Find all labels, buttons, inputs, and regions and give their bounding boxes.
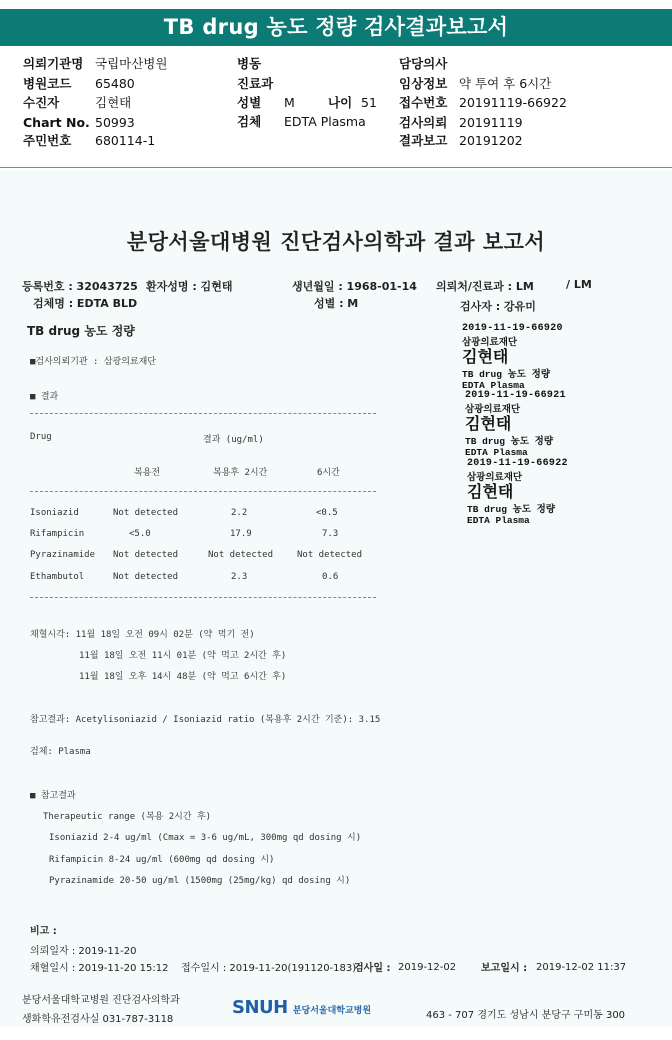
label-institution: 삼광의료재단 — [465, 404, 521, 415]
specimen-name: 검체명 : EDTA BLD — [33, 297, 138, 310]
header-value: 김현태 — [95, 95, 132, 110]
header-label: 검체 — [237, 114, 262, 129]
divider — [30, 597, 376, 598]
header-label: 병원코드 — [23, 76, 72, 91]
remarks: 비고 : — [30, 926, 57, 937]
logo-subtext: 분당서울대학교병원 — [292, 1006, 372, 1016]
test-name: TB drug 농도 정량 — [27, 324, 135, 338]
label-institution: 삼광의료재단 — [462, 337, 518, 348]
collect-date: 채혈일시 : 2019-11-20 15:12 — [30, 963, 169, 974]
label-patient-name: 김현태 — [467, 482, 514, 501]
footer-dept: 분당서울대학교병원 진단검사의학과 — [22, 995, 180, 1006]
header-value: 20191119 — [459, 115, 523, 130]
header-row-patient — [23, 95, 132, 111]
label-test: TB drug 농도 정량 — [467, 504, 556, 515]
header-label: 접수번호 — [399, 95, 448, 110]
header-row-specimen — [237, 114, 366, 130]
header-value: 국립마산병원 — [95, 56, 168, 71]
label-specimen: EDTA Plasma — [465, 447, 528, 458]
lab-report-title: 분당서울대병원 진단검사의학과 결과 보고서 — [126, 230, 546, 254]
address: 463 - 707 경기도 성남시 분당구 구미동 300 — [426, 1010, 626, 1021]
value-pre: Not detected — [113, 508, 179, 518]
header-label: 의뢰기관명 — [23, 56, 84, 71]
header-label: 진료과 — [237, 76, 274, 91]
range-line: Isoniazid 2-4 ug/ml (Cmax = 3-6 ug/mL, 300mg qd dosing 시) — [49, 833, 362, 843]
page-bottom — [0, 1026, 672, 1040]
col-6h: 6시간 — [317, 468, 340, 478]
value-6h: <0.5 — [316, 508, 338, 518]
header-value: 65480 — [95, 76, 135, 91]
header-label: 수진자 — [23, 95, 60, 110]
drug-name: Ethambutol — [30, 572, 85, 582]
value-2h: 2.3 — [231, 572, 248, 582]
label-specimen: EDTA Plasma — [462, 380, 525, 391]
snuh-logo — [232, 997, 371, 1018]
header-row-dept — [237, 76, 273, 92]
col-result: 결과 (ug/ml) — [203, 435, 264, 445]
label-id: 2019-11-19-66922 — [467, 458, 568, 469]
divider — [30, 413, 376, 414]
specimen-label — [465, 390, 566, 458]
label-institution: 삼광의료재단 — [467, 472, 523, 483]
header-row-ward — [237, 56, 261, 72]
header-row-chart-no — [23, 115, 135, 131]
therapeutic-range: Therapeutic range (복용 2시간 후) — [43, 812, 212, 822]
result-heading: ■ 결과 — [30, 392, 59, 402]
title-bar — [0, 0, 672, 56]
patient-name: 환자성명 : 김현태 — [146, 280, 233, 293]
label-id: 2019-11-19-66920 — [462, 323, 563, 334]
header-value: 20191202 — [459, 133, 523, 148]
specimen-label — [462, 323, 563, 391]
drug-name: Pyrazinamide — [30, 550, 96, 560]
header-value: 51 — [361, 95, 377, 110]
value-6h: Not detected — [297, 550, 363, 560]
collection-time: 11월 18일 오후 14시 48분 (약 먹고 6시간 후) — [79, 672, 287, 682]
receipt-date: 접수일시 : 2019-11-20(191120-183) — [181, 963, 357, 974]
label-id: 2019-11-19-66921 — [465, 390, 566, 401]
header-label: Chart No. — [23, 115, 90, 130]
header-value: 약 투여 후 6시간 — [459, 76, 552, 91]
header-label: 병동 — [237, 56, 262, 71]
drug-name: Isoniazid — [30, 508, 79, 518]
value-2h: 2.2 — [231, 508, 248, 518]
header-label: 담당의사 — [399, 56, 448, 71]
header-value: 680114-1 — [95, 133, 156, 148]
lab-sex: 성별 : M — [314, 297, 359, 310]
report-title: TB drug 농도 정량 검사결과보고서 — [0, 9, 672, 46]
header-row-institution — [23, 56, 168, 72]
header-value: M — [284, 95, 295, 110]
header-row-hospital-code — [23, 76, 135, 92]
header-label: 성별 — [237, 95, 262, 110]
header-label: 검사의뢰 — [399, 115, 448, 130]
header-row-receipt-no — [399, 95, 567, 111]
value-2h: Not detected — [208, 550, 274, 560]
value-pre: Not detected — [113, 550, 179, 560]
range-line: Rifampicin 8-24 ug/ml (600mg qd dosing 시) — [49, 855, 275, 865]
col-drug: Drug — [30, 432, 52, 442]
range-line: Pyrazinamide 20-50 ug/ml (1500mg (25mg/kg) qd dosing 시) — [49, 876, 351, 886]
header-label: 나이 — [328, 95, 353, 110]
value-pre: Not detected — [113, 572, 179, 582]
header-row-request-date — [399, 115, 523, 131]
examiner: 검사자 : 강유미 — [460, 300, 536, 313]
header-row-report-date — [399, 133, 523, 149]
drug-name: Rifampicin — [30, 529, 85, 539]
reg-no: 등록번호 : 32043725 — [22, 280, 138, 293]
header-value: EDTA Plasma — [284, 114, 366, 129]
header-row-sex-age — [237, 95, 377, 111]
referrer: 의뢰처/진료과 : LM — [436, 280, 534, 293]
label-patient-name: 김현태 — [465, 414, 512, 433]
value-pre: <5.0 — [129, 529, 151, 539]
logo-text: SNUH — [232, 997, 288, 1018]
col-pre: 복용전 — [134, 468, 161, 478]
header-row-clinical-info — [399, 76, 552, 92]
report-date-label: 보고일시 : — [481, 963, 528, 974]
specimen-note: 검체: Plasma — [30, 747, 91, 757]
value-2h: 17.9 — [230, 529, 252, 539]
divider — [30, 491, 376, 492]
header-label: 결과보고 — [399, 133, 448, 148]
header-value: 20191119-66922 — [459, 95, 567, 110]
reference-heading: ■ 참고결과 — [30, 791, 76, 801]
report-date: 2019-12-02 11:37 — [536, 962, 627, 973]
header-row-resident-no — [23, 133, 156, 149]
header-label: 주민번호 — [23, 133, 72, 148]
label-test: TB drug 농도 정량 — [462, 369, 551, 380]
reference-result: 참고결과: Acetylisoniazid / Isoniazid ratio (복용후 2시간 기준): 3.15 — [30, 715, 381, 725]
test-date-label: 검사일 : — [354, 963, 391, 974]
institution-line: ■검사의뢰기관 : 삼광의료재단 — [30, 357, 157, 367]
request-date: 의뢰일자 : 2019-11-20 — [30, 946, 137, 957]
footer-phone: 생화학유전검사실 031-787-3118 — [22, 1014, 174, 1025]
specimen-label — [467, 458, 568, 526]
header-divider — [0, 167, 672, 168]
collection-time: 11월 18일 오전 11시 01분 (약 먹고 2시간 후) — [79, 651, 287, 661]
label-patient-name: 김현태 — [462, 347, 509, 366]
header-row-doctor — [399, 56, 447, 72]
header-label: 임상정보 — [399, 76, 448, 91]
referrer-dept: / LM — [566, 278, 592, 291]
label-specimen: EDTA Plasma — [467, 515, 530, 526]
value-6h: 0.6 — [322, 572, 339, 582]
label-test: TB drug 농도 정량 — [465, 436, 554, 447]
col-2h: 복용후 2시간 — [213, 468, 268, 478]
header-value: 50993 — [95, 115, 135, 130]
test-date: 2019-12-02 — [398, 962, 457, 973]
value-6h: 7.3 — [322, 529, 339, 539]
birth-date: 생년월일 : 1968-01-14 — [292, 280, 417, 293]
collection-time: 채혈시각: 11월 18일 오전 09시 02분 (약 먹기 전) — [30, 630, 255, 640]
